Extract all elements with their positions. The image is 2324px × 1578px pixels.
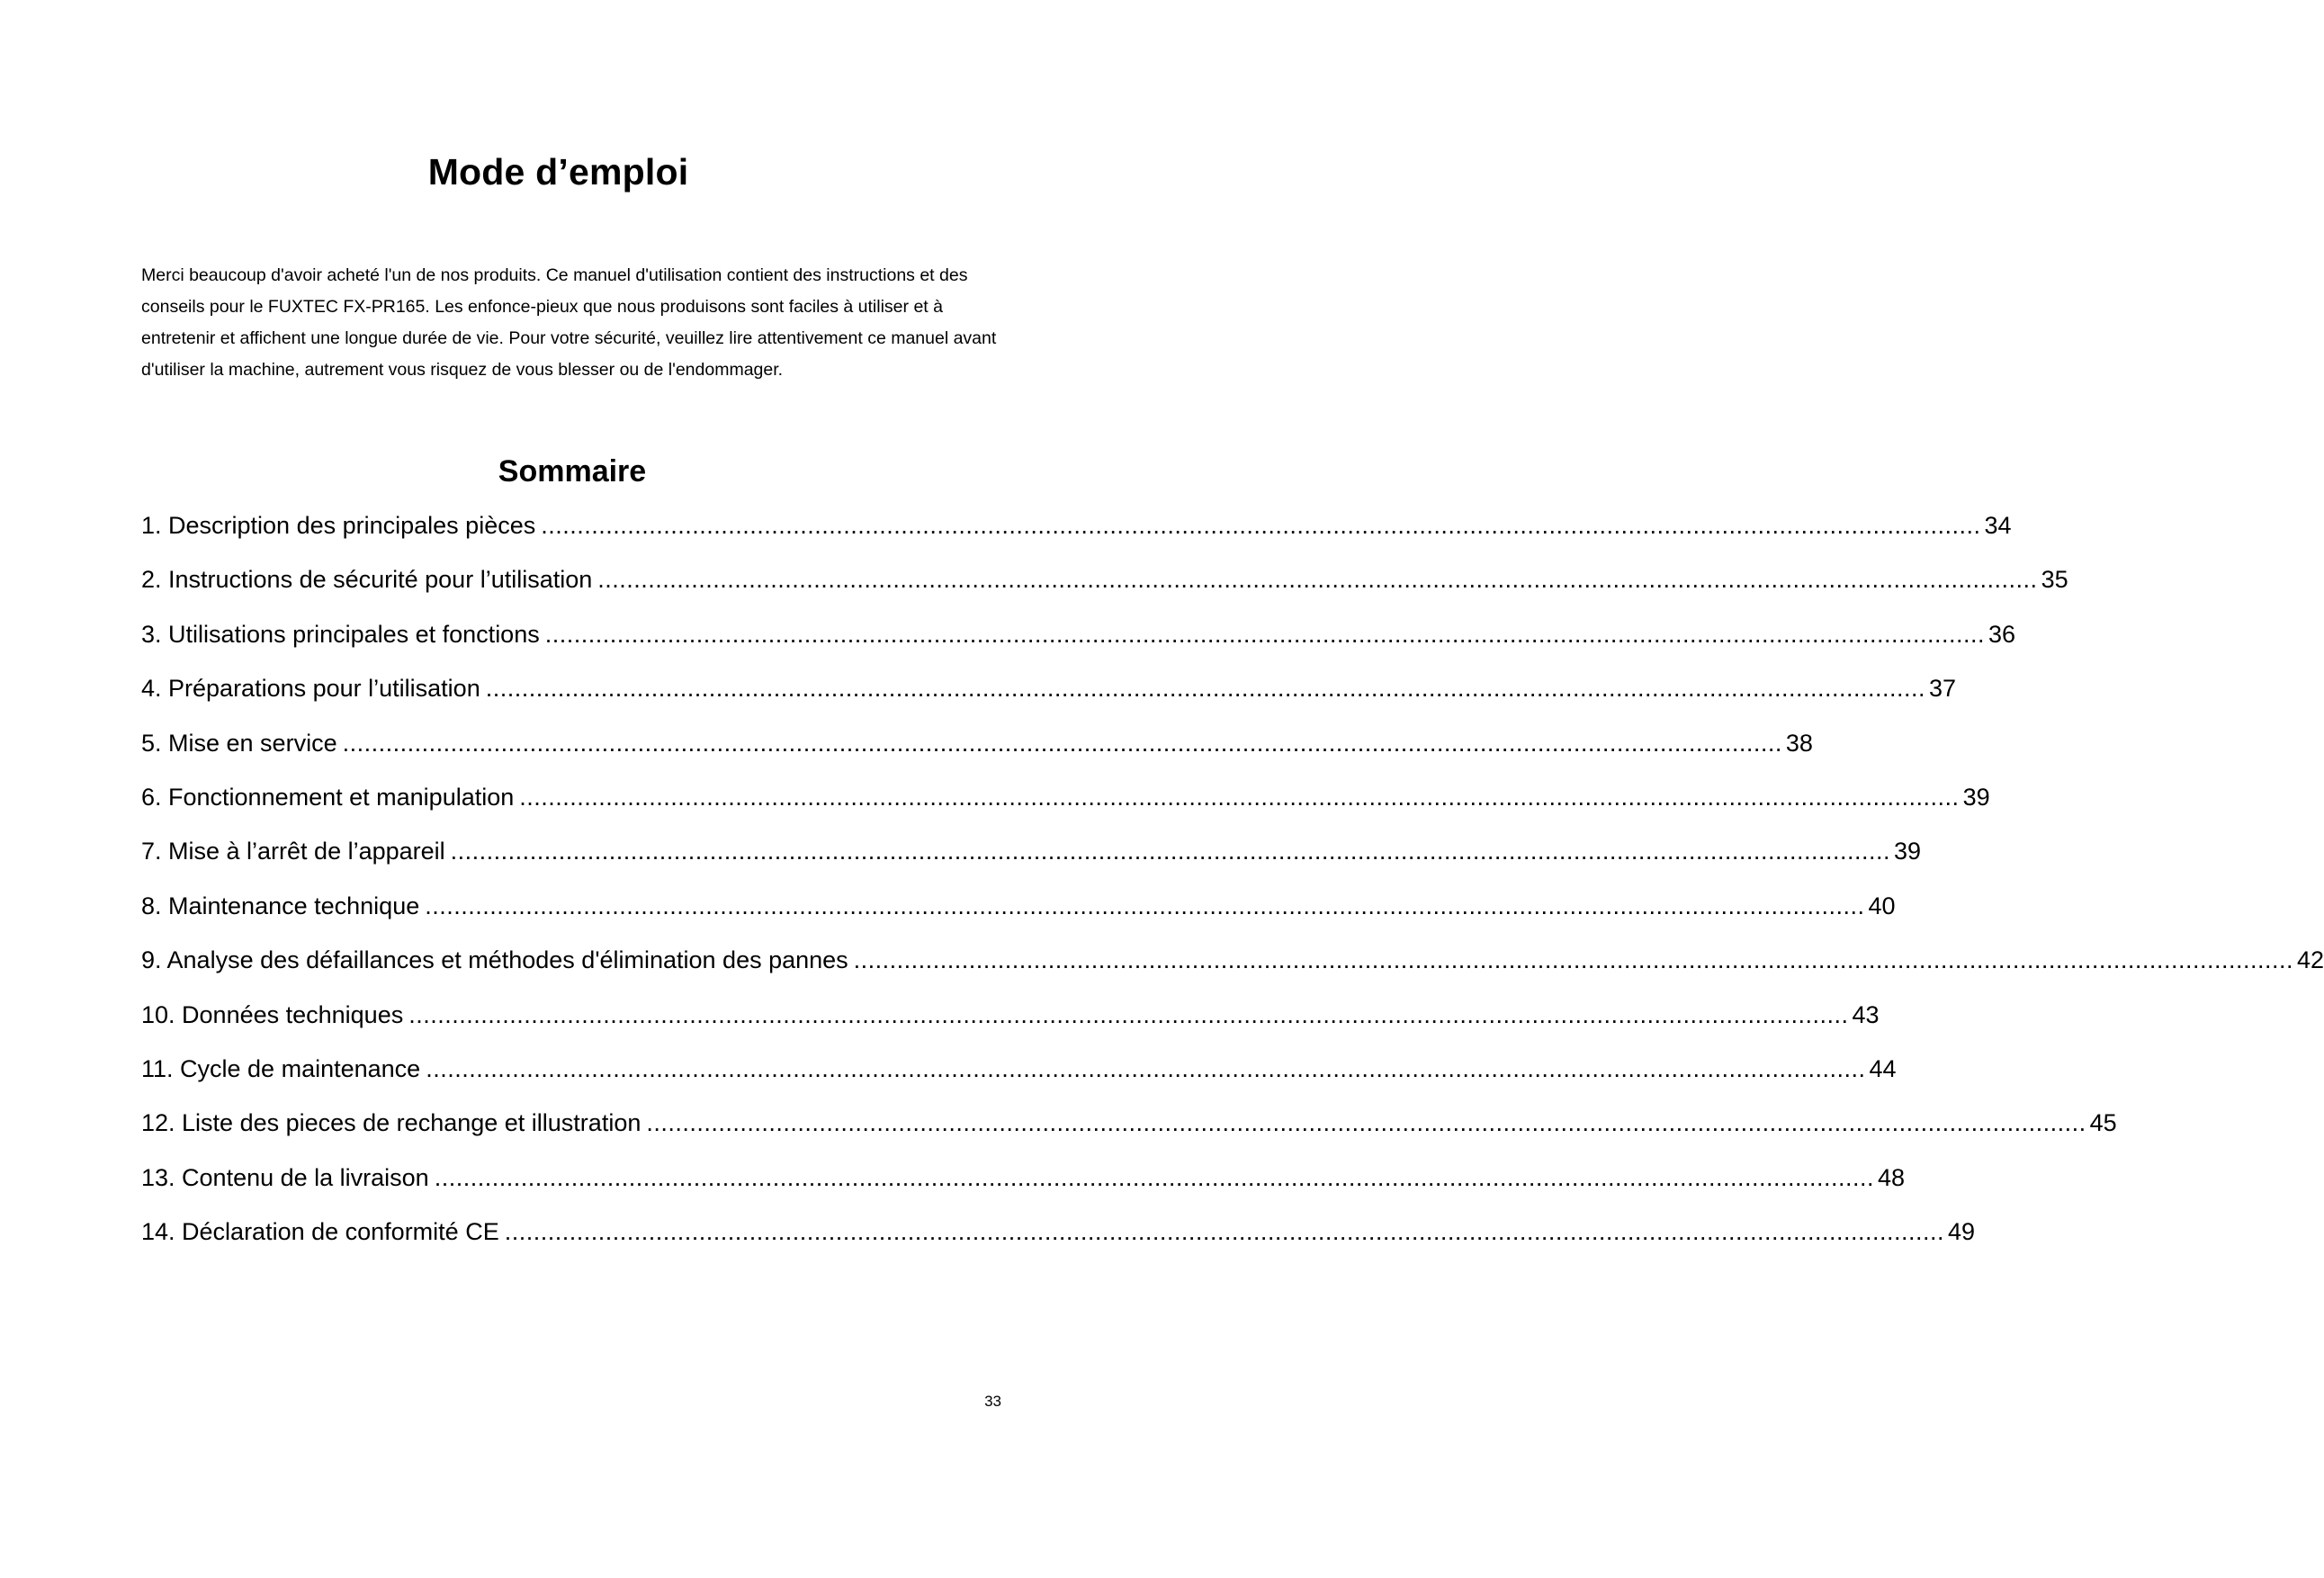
toc-entry-page: 36 <box>1988 620 2016 648</box>
toc-entry[interactable] <box>141 779 1990 833</box>
toc-leader-dots: ........................................................................................................................................................................................................ <box>519 783 1960 811</box>
toc-heading: Sommaire <box>498 454 647 489</box>
page-number: 33 <box>984 1393 1001 1410</box>
intro-text: Merci beaucoup d'avoir acheté l'un de nos produits. Ce manuel d'utilisation contient des instructions et des conseils pour le FUXTEC FX-PR165. Les enfonce-pieux que nous produisons sont faciles à utiliser et à entretenir et affichent une longue durée de vie. Pour votre sécurité, veuillez lire attentivement ce manuel avant d'utiliser la machine, autrement vous risquez de vous blesser ou de l'endommager. <box>141 265 997 380</box>
toc-entry-label: 11. Cycle de maintenance <box>141 1054 421 1082</box>
toc-leader-dots: ........................................................................................................................................................................................................ <box>434 1163 1874 1191</box>
toc-entry-label: 6. Fonctionnement et manipulation <box>141 783 515 811</box>
table-of-contents <box>141 507 2324 1268</box>
toc-leader-dots: ........................................................................................................................................................................................................ <box>425 892 1865 919</box>
toc-entry-label: 7. Mise à l’arrêt de l’appareil <box>141 838 445 865</box>
toc-leader-dots: ........................................................................................................................................................................................................ <box>426 1054 1866 1082</box>
toc-leader-dots: ........................................................................................................................................................................................................ <box>408 1000 1849 1028</box>
toc-leader-dots: ........................................................................................................................................................................................................ <box>342 729 1782 757</box>
toc-entry-page: 48 <box>1878 1163 1906 1191</box>
toc-entry-page: 39 <box>1962 783 1990 811</box>
toc-entry[interactable] <box>141 1214 1976 1268</box>
toc-entry-page: 45 <box>2089 1109 2117 1137</box>
toc-leader-dots: ........................................................................................................................................................................................................ <box>541 512 1981 539</box>
toc-entry[interactable] <box>141 1105 2117 1159</box>
page-title: Mode d’emploi <box>427 151 689 193</box>
toc-entry[interactable] <box>141 725 1813 779</box>
toc-leader-dots: ........................................................................................................................................................................................................ <box>544 620 1986 648</box>
toc-entry[interactable] <box>141 888 1896 942</box>
toc-entry[interactable] <box>141 507 2012 561</box>
toc-leader-dots: ........................................................................................................................................................................................................ <box>853 946 2293 974</box>
toc-entry-page: 49 <box>1948 1218 1976 1246</box>
toc-entry[interactable] <box>141 1051 1897 1105</box>
toc-entry-label: 1. Description des principales pièces <box>141 512 536 539</box>
toc-entry-label: 3. Utilisations principales et fonctions <box>141 620 540 648</box>
toc-leader-dots: ........................................................................................................................................................................................................ <box>504 1218 1944 1246</box>
toc-entry-label: 8. Maintenance technique <box>141 892 420 919</box>
toc-leader-dots: ........................................................................................................................................................................................................ <box>597 566 2038 594</box>
toc-entry-page: 39 <box>1893 838 1922 865</box>
toc-leader-dots: ........................................................................................................................................................................................................ <box>485 675 1926 703</box>
toc-entry-page: 43 <box>1852 1000 1880 1028</box>
toc-entry-label: 9. Analyse des défaillances et méthodes d'élimination des pannes <box>141 946 848 974</box>
toc-entry[interactable] <box>141 616 2016 670</box>
toc-entry-page: 37 <box>1929 675 1957 703</box>
toc-entry[interactable] <box>141 670 1957 724</box>
toc-entry[interactable] <box>141 997 1880 1051</box>
toc-entry-page: 35 <box>2041 566 2068 594</box>
toc-entry-label: 5. Mise en service <box>141 729 337 757</box>
toc-entry-label: 13. Contenu de la livraison <box>141 1163 429 1191</box>
toc-entry-page: 44 <box>1869 1054 1897 1082</box>
toc-entry[interactable] <box>141 1160 1906 1214</box>
toc-entry-label: 10. Données techniques <box>141 1000 404 1028</box>
toc-entry-page: 34 <box>1984 512 2012 539</box>
toc-leader-dots: ........................................................................................................................................................................................................ <box>646 1109 2086 1137</box>
intro-paragraph <box>141 260 1005 386</box>
toc-entry[interactable] <box>141 833 1922 887</box>
toc-entry-page: 38 <box>1785 729 1813 757</box>
toc-entry-page: 42 <box>2296 946 2324 974</box>
toc-entry-label: 2. Instructions de sécurité pour l’utilisation <box>141 566 593 594</box>
toc-entry-page: 40 <box>1868 892 1896 919</box>
toc-entry-label: 4. Préparations pour l’utilisation <box>141 675 480 703</box>
toc-entry-label: 12. Liste des pieces de rechange et illustration <box>141 1109 642 1137</box>
toc-entry[interactable] <box>141 561 2068 615</box>
toc-entry[interactable] <box>141 942 2324 996</box>
toc-leader-dots: ........................................................................................................................................................................................................ <box>450 838 1890 865</box>
toc-entry-label: 14. Déclaration de conformité CE <box>141 1218 499 1246</box>
